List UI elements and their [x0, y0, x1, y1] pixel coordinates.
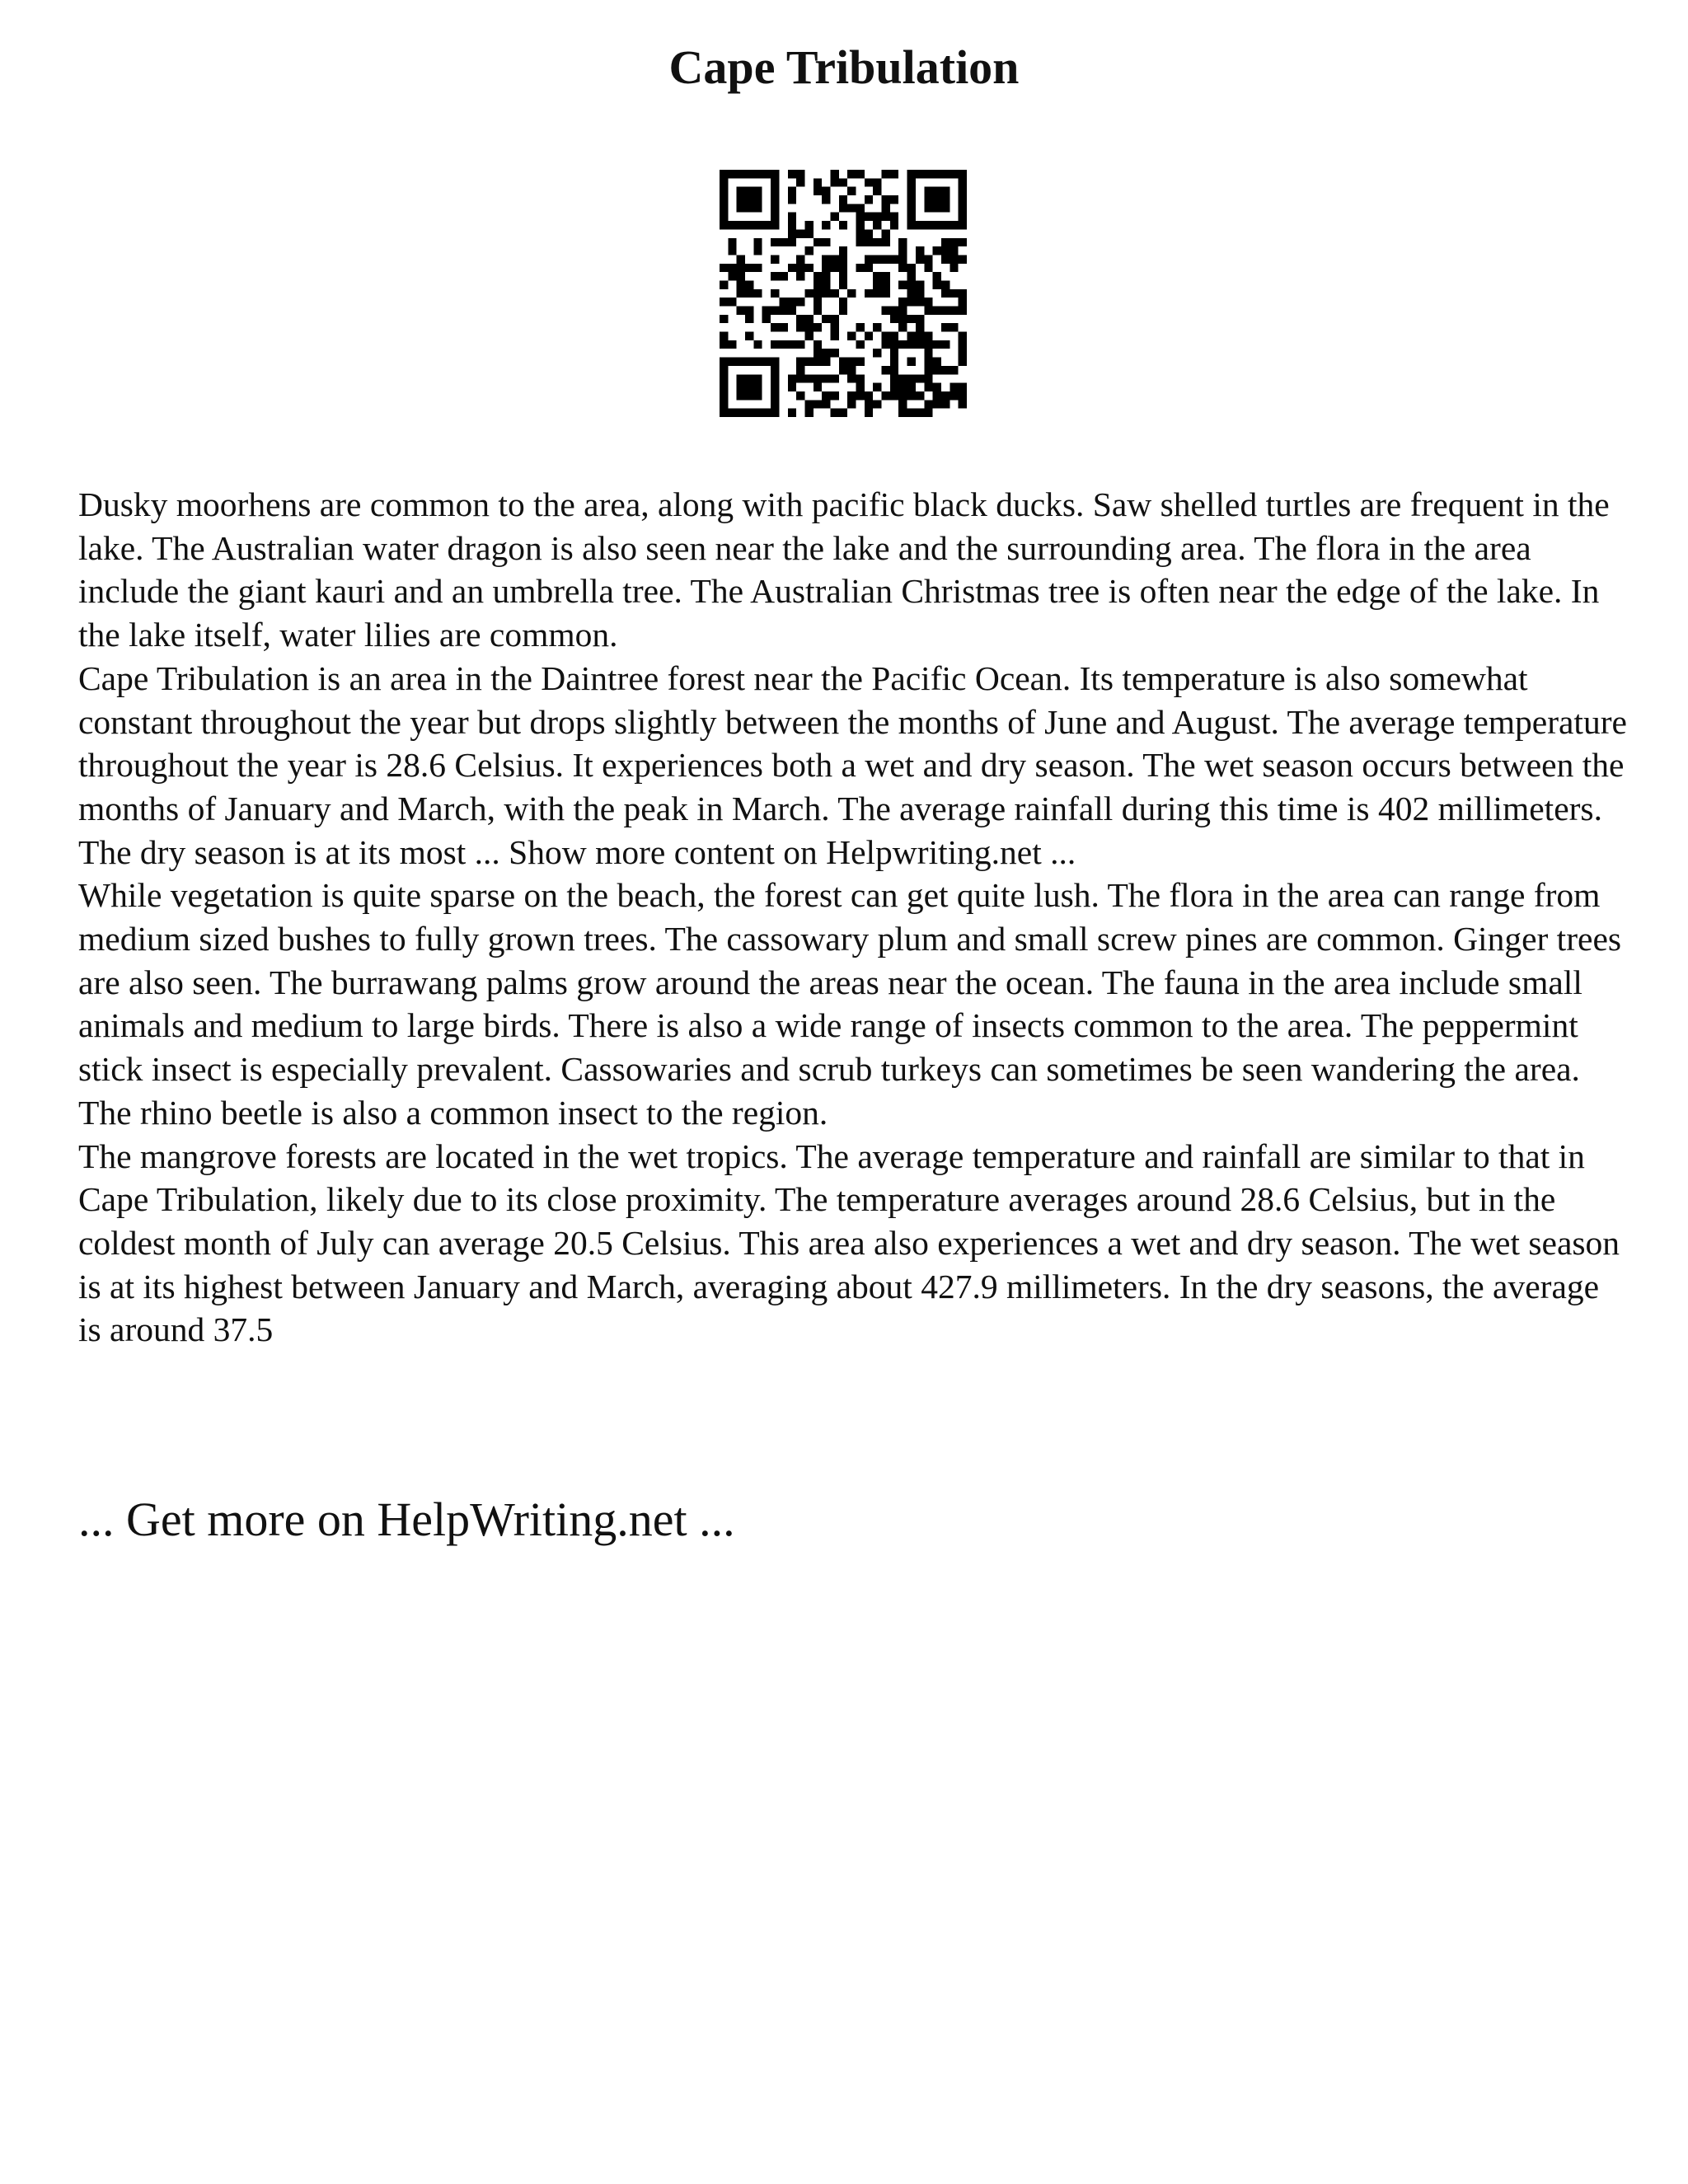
article-body	[78, 483, 1628, 1352]
get-more-link[interactable]: ... Get more on HelpWriting.net ...	[78, 1493, 735, 1546]
paragraph-cape-tribulation-climate: Cape Tribulation is an area in the Daintree forest near the Pacific Ocean. Its temperature is also somewhat constant throughout the year but drops slightly between the months of June and August. The average temperature throughout the year is 28.6 Celsius. It experiences both a wet and dry season. The wet season occurs between the months of January and March, with the peak in March. The average rainfall during this time is 402 millimeters. The dry season is at its most ... Show more content on Helpwriting.net ...	[78, 658, 1627, 871]
paragraph-vegetation-fauna: While vegetation is quite sparse on the beach, the forest can get quite lush. The flora in the area can range from medium sized bushes to fully grown trees. The cassowary plum and small screw pines are common. Ginger trees are also seen. The burrawang palms grow around the areas near the ocean. The fauna in the area include small animals and medium to large birds. There is also a wide range of insects common to the area. The peppermint stick insect is especially prevalent. Cassowaries and scrub turkeys can sometimes be seen wandering the area. The rhino beetle is also a common insect to the region.	[78, 876, 1622, 1132]
page-title: Cape Tribulation	[668, 40, 1020, 94]
qr-code-icon	[720, 170, 967, 417]
paragraph-mangrove-forests: The mangrove forests are located in the wet tropics. The average temperature and rainfall are similar to that in Cape Tribulation, likely due to its close proximity. The temperature averages around 28.6 Celsius, but in the coldest month of July can average 20.5 Celsius. This area also experiences a wet and dry season. The wet season is at its highest between January and March, averaging about 427.9 millimeters. In the dry seasons, the average is around 37.5	[78, 1137, 1620, 1349]
paragraph-wildlife-lake: Dusky moorhens are common to the area, along with pacific black ducks. Saw shelled turtles are frequent in the lake. The Australian water dragon is also seen near the lake and the surrounding area. The flora in the area include the giant kauri and an umbrella tree. The Australian Christmas tree is often near the edge of the lake. In the lake itself, water lilies are common.	[78, 485, 1610, 654]
